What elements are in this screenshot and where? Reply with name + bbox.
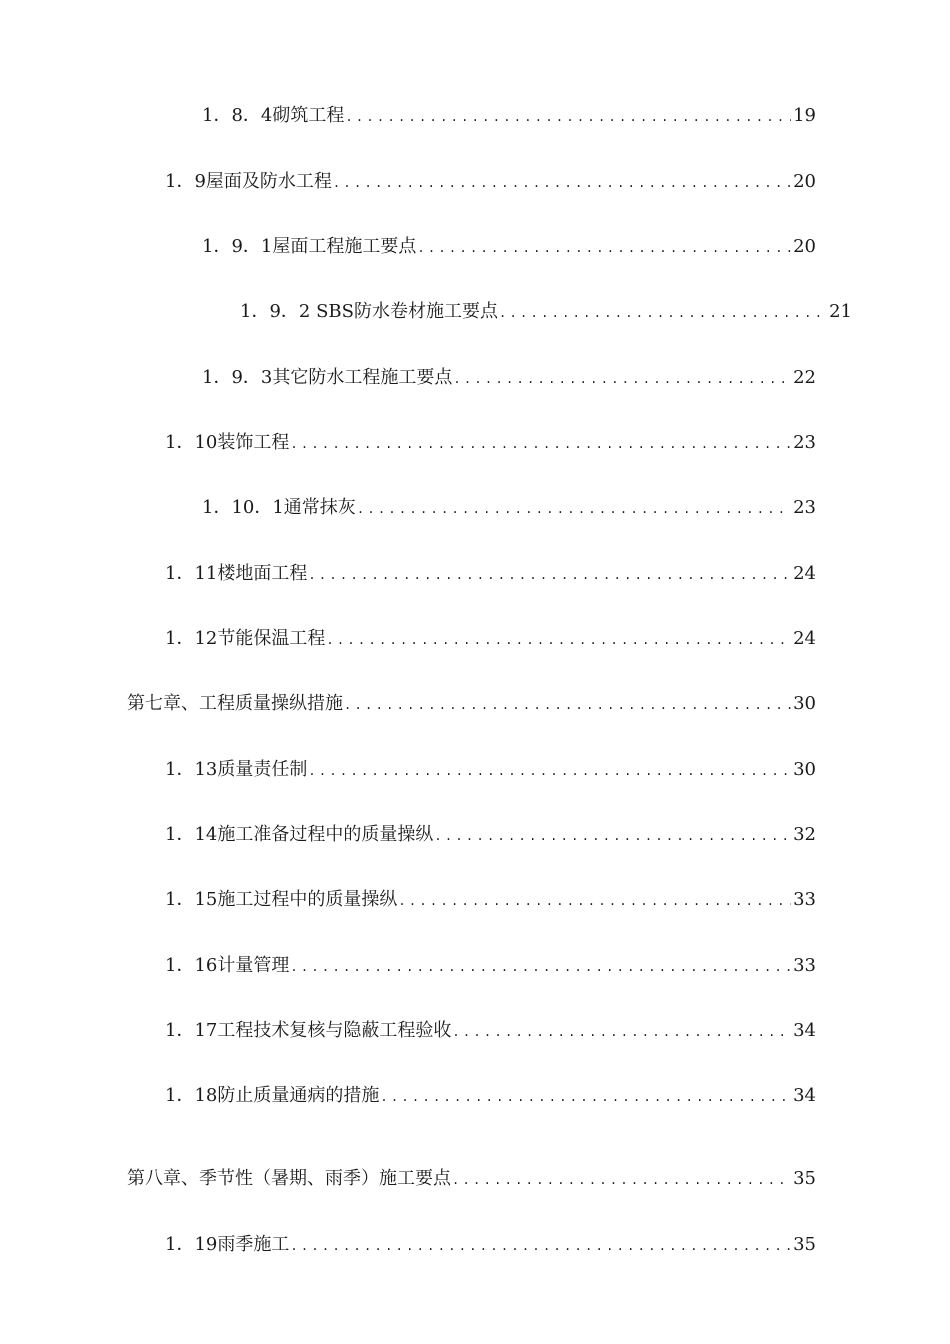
toc-page-number: 23 xyxy=(793,432,816,453)
toc-entry[interactable] xyxy=(202,366,816,390)
toc-entry-title: 1．18防止质量通病的措施 xyxy=(165,1085,380,1106)
toc-entry-title: 1．17工程技术复核与隐蔽工程验收 xyxy=(165,1020,452,1041)
toc-page-number: 19 xyxy=(793,105,816,126)
toc-entry-title: 1．16计量管理 xyxy=(165,955,290,976)
toc-page-number: 33 xyxy=(793,889,816,910)
toc-entry-title: 1．14施工准备过程中的质量操纵 xyxy=(165,824,434,845)
toc-page-number: 22 xyxy=(793,367,816,388)
toc-entry[interactable] xyxy=(165,954,816,978)
toc-dot-leader xyxy=(326,628,791,652)
toc-entry-title: 1．8．4砌筑工程 xyxy=(202,105,345,126)
toc-dot-leader xyxy=(308,563,791,587)
toc-entry-title: 1．9．1屋面工程施工要点 xyxy=(202,236,417,257)
toc-page-number: 30 xyxy=(793,693,816,714)
toc-dot-leader xyxy=(453,367,791,391)
toc-dot-leader xyxy=(357,497,791,521)
toc-dot-leader xyxy=(345,105,791,129)
toc-dot-leader xyxy=(452,1168,791,1192)
toc-entry[interactable] xyxy=(165,1084,816,1108)
toc-page-number: 34 xyxy=(793,1085,816,1106)
toc-entry[interactable] xyxy=(240,300,852,324)
toc-dot-leader xyxy=(290,955,791,979)
toc-chapter-entry[interactable] xyxy=(127,1167,816,1191)
toc-entry-title: 1．10装饰工程 xyxy=(165,432,290,453)
toc-entry[interactable] xyxy=(165,1019,816,1043)
toc-entry-title: 1．12节能保温工程 xyxy=(165,628,326,649)
toc-page-number: 24 xyxy=(793,563,816,584)
toc-entry[interactable] xyxy=(165,170,816,194)
toc-entry[interactable] xyxy=(165,562,816,586)
toc-entry[interactable] xyxy=(165,888,816,912)
toc-entry-title: 第七章、工程质量操纵措施 xyxy=(127,693,343,714)
toc-page-number: 32 xyxy=(793,824,816,845)
toc-entry-title: 1．10．1通常抹灰 xyxy=(202,497,356,518)
toc-page-number: 34 xyxy=(793,1020,816,1041)
toc-page-number: 20 xyxy=(793,236,816,257)
toc-dot-leader xyxy=(333,171,791,195)
toc-entry-title: 第八章、季节性（暑期、雨季）施工要点 xyxy=(127,1168,451,1189)
toc-dot-leader xyxy=(417,236,791,260)
toc-page-number: 33 xyxy=(793,955,816,976)
toc-page-number: 35 xyxy=(793,1168,816,1189)
toc-entry[interactable] xyxy=(165,1233,816,1257)
toc-dot-leader xyxy=(308,759,791,783)
toc-entry-title: 1．9屋面及防水工程 xyxy=(165,171,332,192)
toc-entry-title: 1．9．2 SBS防水卷材施工要点 xyxy=(240,301,498,322)
toc-entry[interactable] xyxy=(165,627,816,651)
toc-entry-title: 1．19雨季施工 xyxy=(165,1234,290,1255)
toc-entry[interactable] xyxy=(202,496,816,520)
toc-dot-leader xyxy=(434,824,791,848)
toc-entry-title: 1．15施工过程中的质量操纵 xyxy=(165,889,398,910)
toc-dot-leader xyxy=(344,693,791,717)
toc-page-number: 35 xyxy=(793,1234,816,1255)
toc-entry[interactable] xyxy=(165,758,816,782)
toc-page-number: 30 xyxy=(793,759,816,780)
toc-entry-title: 1．11楼地面工程 xyxy=(165,563,308,584)
toc-chapter-entry[interactable] xyxy=(127,692,816,716)
toc-entry[interactable] xyxy=(202,104,816,128)
toc-page-number: 23 xyxy=(793,497,816,518)
toc-dot-leader xyxy=(398,889,791,913)
toc-entry[interactable] xyxy=(165,823,816,847)
toc-entry[interactable] xyxy=(165,431,816,455)
toc-page-number: 21 xyxy=(829,301,852,322)
toc-dot-leader xyxy=(380,1085,791,1109)
toc-page-number: 24 xyxy=(793,628,816,649)
toc-dot-leader xyxy=(499,301,827,325)
toc-entry[interactable] xyxy=(202,235,816,259)
toc-page-number: 20 xyxy=(793,171,816,192)
toc-entry-title: 1．13质量责任制 xyxy=(165,759,308,780)
toc-entry-title: 1．9．3其它防水工程施工要点 xyxy=(202,367,453,388)
toc-dot-leader xyxy=(290,1234,791,1258)
toc-dot-leader xyxy=(452,1020,791,1044)
toc-dot-leader xyxy=(290,432,791,456)
